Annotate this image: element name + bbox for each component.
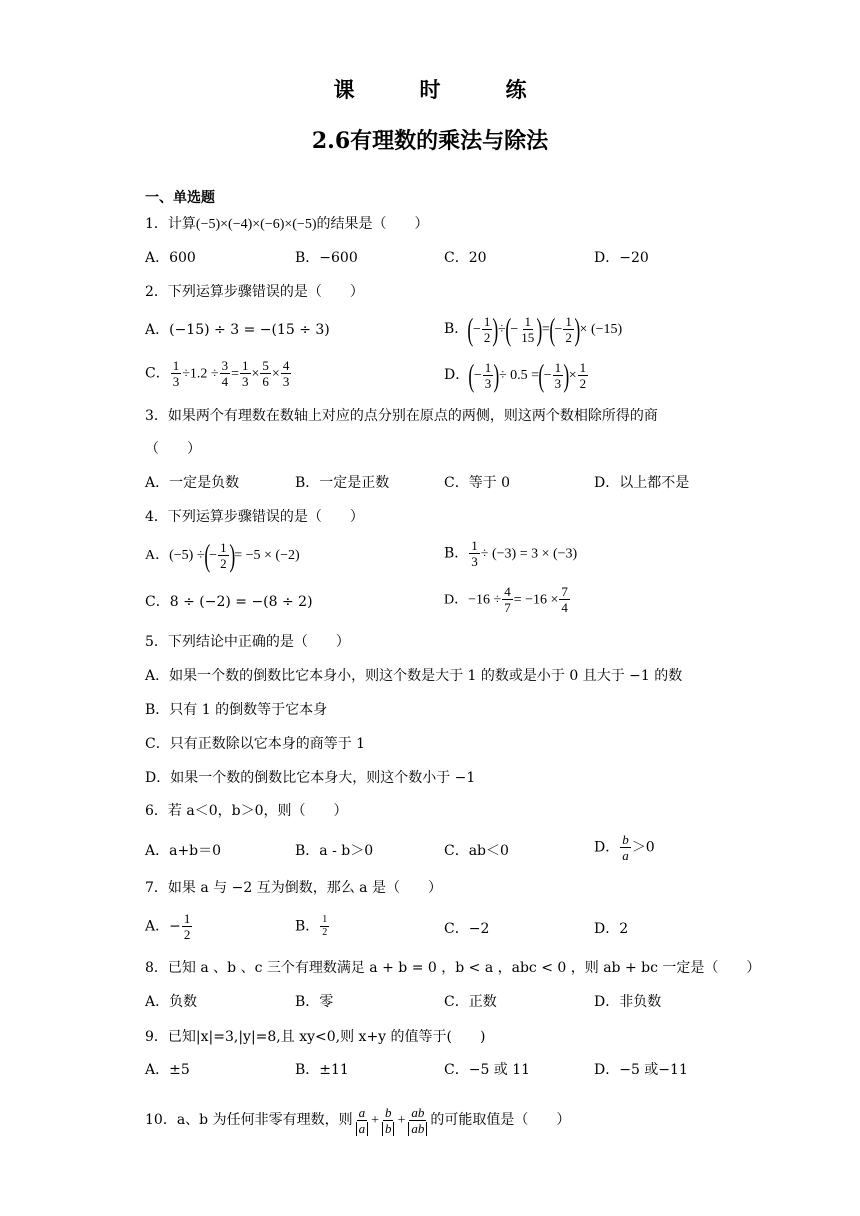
q7-option-d[interactable]: D．2 bbox=[594, 921, 629, 937]
q6-option-d-label: D． bbox=[594, 839, 620, 856]
q9-option-a[interactable]: A．±5 bbox=[145, 1062, 190, 1078]
question-1-stem-b: 的结果是（ ） bbox=[316, 216, 429, 232]
q6-option-a[interactable]: A．a+b＝0 bbox=[145, 843, 222, 859]
fraction: $\frac{1}{2}$ bbox=[220, 539, 227, 571]
fraction: $\frac{1}{2}$ bbox=[565, 313, 572, 345]
q4-option-c[interactable]: C．8 ÷ (−2) = −(8 ÷ 2) bbox=[145, 594, 313, 610]
q9-option-c[interactable]: C．−5 或 11 bbox=[444, 1062, 531, 1078]
q2-option-a[interactable]: A．(−15) ÷ 3 = −(15 ÷ 3) bbox=[145, 322, 330, 338]
question-3: 3．如果两个有理数在数轴上对应的点分别在原点的两侧，则这两个数相除所得的商 bbox=[145, 408, 658, 424]
q2-option-c-mid: ÷1.2 ÷ bbox=[182, 366, 219, 382]
q4-option-d-mid: = −16 × bbox=[513, 592, 559, 608]
q8-option-a[interactable]: A．负数 bbox=[145, 994, 198, 1010]
question-5: 5．下列结论中正确的是（ ） bbox=[145, 634, 350, 650]
q4-option-d-head: D．−16 ÷ bbox=[444, 592, 502, 608]
question-3-bracket: （ ） bbox=[145, 441, 201, 457]
fraction: $\frac{1}{3}$ bbox=[554, 359, 562, 391]
q4-option-b-tail: ÷ (−3) = 3 × (−3) bbox=[480, 546, 578, 562]
fraction: $\frac{1}{3}$ bbox=[242, 358, 249, 389]
question-1-stem-a: 1．计算 bbox=[145, 216, 196, 232]
q6-option-c[interactable]: C．ab＜0 bbox=[444, 843, 509, 859]
q1-option-a[interactable]: A．600 bbox=[145, 250, 196, 266]
fraction: $\frac{1}{3}$ bbox=[172, 358, 180, 389]
q2-option-d[interactable]: D．(− $\frac{1}{3}$ )÷ 0.5 =(− $\frac{1}{3}$ )× $\frac{1}{2}$ bbox=[444, 357, 587, 393]
question-8: 8．已知 a 、b 、c 三个有理数满足 a + b = 0 ，b < a ，abc < 0 ，则 ab + bc 一定是（ ） bbox=[145, 960, 761, 976]
q8-option-d[interactable]: D．非负数 bbox=[594, 994, 662, 1010]
question-10-stem-b: 的可能取值是（ ） bbox=[430, 1112, 571, 1128]
q8-option-c[interactable]: C．正数 bbox=[444, 994, 497, 1010]
q2-option-b-label: B． bbox=[444, 321, 469, 337]
q6-option-b[interactable]: B．a - b＞0 bbox=[295, 843, 374, 859]
question-4: 4．下列运算步骤错误的是（ ） bbox=[145, 509, 364, 525]
question-2: 2．下列运算步骤错误的是（ ） bbox=[145, 284, 364, 300]
q2-option-c[interactable]: C． $\frac{1}{3}$ ÷1.2 ÷ $\frac{3}{4}$ = $\frac{1}{3}$ × $\frac{5}{6}$ × $\frac{4}{3}$ bbox=[145, 358, 290, 389]
fraction: $\frac{5}{6}$ bbox=[262, 358, 269, 389]
fraction: $\frac{7}{4}$ bbox=[561, 584, 568, 615]
q2-option-d-mid: ÷ 0.5 = bbox=[498, 368, 540, 383]
q7-option-b-label: B． bbox=[295, 918, 320, 935]
q1-option-c[interactable]: C．20 bbox=[444, 250, 487, 266]
q5-option-d[interactable]: D．如果一个数的倒数比它本身大，则这个数小于 −1 bbox=[145, 770, 476, 786]
section-heading: 一、单选题 bbox=[145, 190, 215, 206]
q9-option-d[interactable]: D．−5 或−11 bbox=[594, 1062, 688, 1078]
q4-option-a[interactable]: A．(−5) ÷(− $\frac{1}{2}$ )= −5 × (−2) bbox=[145, 537, 300, 573]
fraction: $\frac{4}{7}$ bbox=[504, 584, 511, 615]
fraction: $\frac{4}{3}$ bbox=[282, 358, 290, 389]
q3-option-b[interactable]: B．一定是正数 bbox=[295, 475, 390, 491]
q3-option-c[interactable]: C．等于 0 bbox=[444, 475, 511, 491]
q6-option-d-tail: ＞0 bbox=[631, 839, 655, 856]
lesson-subtitle: 2.6有理数的乘法与除法 bbox=[311, 128, 549, 154]
q4-option-a-head: A．(−5) ÷ bbox=[145, 548, 205, 563]
fraction: $\frac{a}{a}$ bbox=[354, 1105, 371, 1136]
q4-option-d[interactable] bbox=[444, 584, 571, 615]
fraction: $\frac{3}{4}$ bbox=[221, 358, 229, 389]
q5-option-a[interactable]: A．如果一个数的倒数比它本身小，则这个数是大于 1 的数或是小于 0 且大于 −1 的数 bbox=[145, 668, 683, 684]
q4-option-b-label: B． bbox=[444, 545, 469, 562]
question-1-expr: (−5)×(−4)×(−6)×(−5) bbox=[195, 217, 317, 232]
question-10-stem-a: 10．a、b 为任何非零有理数，则 bbox=[145, 1112, 353, 1128]
fraction: $\frac{b}{b}$ bbox=[380, 1105, 397, 1136]
fraction: $\frac{1}{2}$ bbox=[183, 911, 191, 942]
q7-option-c[interactable]: C．−2 bbox=[444, 921, 490, 937]
q9-option-b[interactable]: B．±11 bbox=[295, 1062, 349, 1078]
q7-option-a-label: A．− bbox=[145, 918, 181, 935]
fraction: $\frac{1}{2}$ bbox=[579, 359, 587, 391]
q1-option-b[interactable]: B．−600 bbox=[295, 250, 358, 266]
fraction: $\frac{1}{2}$ bbox=[322, 914, 328, 938]
q7-option-b[interactable] bbox=[295, 914, 330, 939]
question-6: 6．若 a＜0，b＞0，则（ ） bbox=[145, 803, 348, 819]
q3-option-d[interactable]: D．以上都不是 bbox=[594, 475, 690, 491]
q2-option-b[interactable]: B．(− $\frac{1}{2}$ )÷(− $\frac{1}{15}$ )=(− $\frac{1}{2}$ )× (−15) bbox=[444, 311, 623, 347]
q4-option-b[interactable] bbox=[444, 538, 577, 569]
fraction: $\frac{1}{15}$ bbox=[521, 313, 535, 345]
q2-option-b-tail: × (−15) bbox=[579, 322, 623, 337]
q3-option-a[interactable]: A．一定是负数 bbox=[145, 475, 240, 491]
q7-option-a[interactable] bbox=[145, 911, 193, 942]
page-title: 课 时 练 bbox=[333, 77, 549, 102]
q5-option-c[interactable]: C．只有正数除以它本身的商等于 1 bbox=[145, 736, 366, 752]
question-1 bbox=[145, 214, 429, 235]
q8-option-b[interactable]: B．零 bbox=[295, 994, 334, 1010]
question-9: 9．已知|x|=3,|y|=8,且 xy<0,则 x+y 的值等于( ) bbox=[145, 1029, 486, 1045]
q1-option-d[interactable]: D．−20 bbox=[594, 250, 649, 266]
fraction: $\frac{1}{3}$ bbox=[484, 359, 492, 391]
q4-option-a-tail: = −5 × (−2) bbox=[234, 548, 300, 563]
q5-option-b[interactable]: B．只有 1 的倒数等于它本身 bbox=[145, 702, 328, 718]
fraction: $\frac{1}{3}$ bbox=[471, 538, 478, 569]
fraction: $\frac{1}{2}$ bbox=[483, 313, 491, 345]
question-7: 7．如果 a 与 −2 互为倒数，那么 a 是（ ） bbox=[145, 880, 442, 896]
question-10: 10．a、b 为任何非零有理数，则 $\frac{a}{a}$ + $\frac{b}{b}$ + $\frac{ab}{ab}$ 的可能取值是（ ） bbox=[145, 1104, 571, 1136]
q6-option-d[interactable] bbox=[594, 832, 655, 863]
q2-option-d-label: D． bbox=[444, 367, 470, 383]
q2-option-c-label: C． bbox=[145, 365, 170, 382]
fraction: $\frac{ab}{ab}$ bbox=[406, 1105, 429, 1136]
fraction: $\frac{b}{a}$ bbox=[622, 832, 629, 863]
